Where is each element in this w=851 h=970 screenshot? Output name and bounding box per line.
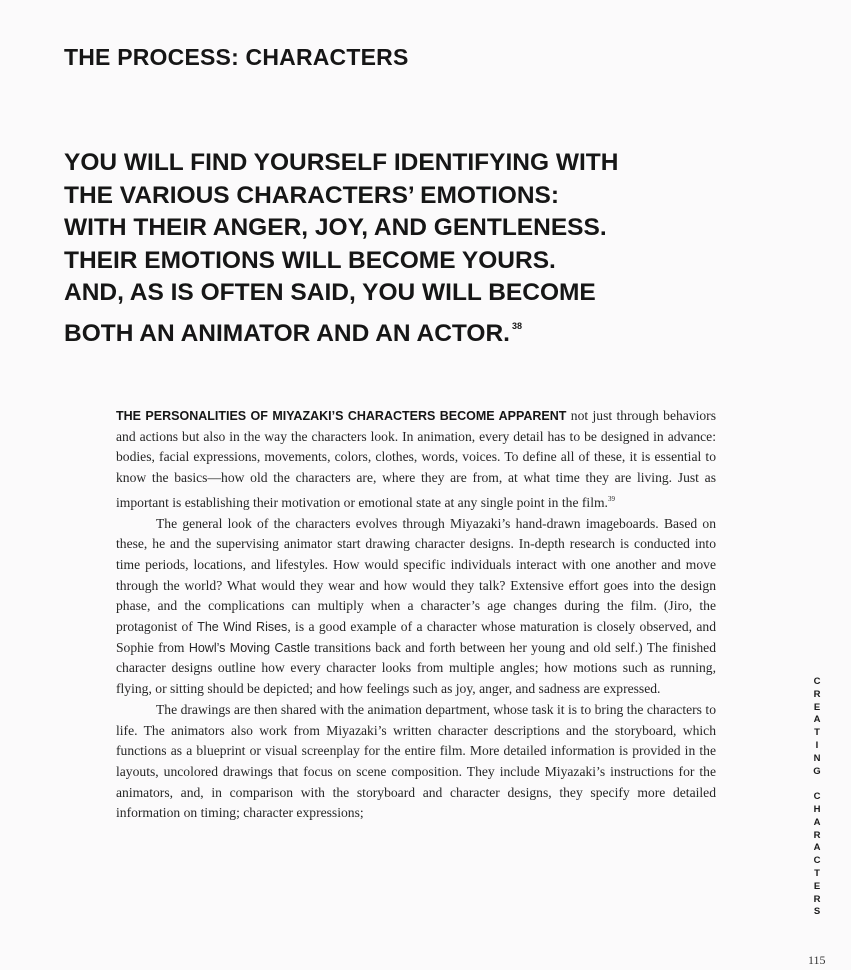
paragraph-1 bbox=[116, 406, 716, 514]
paragraph-text: transitions back and forth between her young and old self.) The finished character designs outline how every character looks from multiple angles; how motions such as running, flying, or sitting should be depicted; and how feelings such as joy, anger, and sadness are expressed. bbox=[116, 639, 716, 697]
side-tab-letter: G bbox=[813, 765, 821, 777]
side-tab-gap bbox=[811, 778, 823, 791]
side-tab-letter: E bbox=[813, 701, 821, 713]
side-tab-letter: A bbox=[813, 842, 821, 854]
pull-quote bbox=[64, 147, 684, 350]
paragraph-text: The general look of the characters evolves through Miyazaki’s hand-drawn imageboards. Based on these, he and the supervising animator start drawing character designs. In-depth research is conducted into time periods, locations, and lifestyles. How would specific individuals interact with one another and move through the world? What would they wear and how would they talk? Extensive effort goes into the design phase, and the complications can multiply when a character’s age changes during the film. (Jiro, the protagonist of bbox=[116, 515, 716, 635]
footnote-marker: 39 bbox=[607, 494, 615, 503]
side-tab-letter: E bbox=[813, 880, 821, 892]
paragraph-text: not just through behaviors and actions but also in the way the characters look. In animation, every detail has to be designed in advance: bodies, facial expressions, movements, colors, clothes, words, voices. To define all of these, it is essential to know the basics—how old the characters are, where they are from, at what time they are living. Just as important is establishing their motivation or emotional state at any single point in the film. bbox=[116, 408, 716, 510]
side-tab-letter: S bbox=[813, 906, 821, 918]
film-title: Howl’s Moving Castle bbox=[188, 640, 310, 655]
side-tab-letter: R bbox=[813, 688, 821, 700]
side-tab-letter: N bbox=[813, 752, 821, 764]
section-title: THE PROCESS: CHARACTERS bbox=[64, 44, 409, 70]
paragraph-text: The drawings are then shared with the animation department, whose task it is to bring the characters to life. The animators also work from Miyazaki’s written character descriptions and the storyboard, which functions as a blueprint or visual screenplay for the entire film. More detailed information is provided in the layouts, uncolored drawings that focus on scene composition. They include Miyazaki’s instructions for the animators, and, in comparison with the storyboard and character designs, they specify more detailed information on timing; character expressions; bbox=[116, 701, 716, 821]
side-tab-letter: I bbox=[815, 739, 819, 751]
pull-quote-line: BOTH AN ANIMATOR AND AN ACTOR. bbox=[64, 319, 510, 347]
body-text bbox=[116, 406, 716, 824]
side-tab-letter: C bbox=[813, 791, 821, 803]
side-tab-letter: H bbox=[813, 803, 821, 815]
pull-quote-line: WITH THEIR ANGER, JOY, AND GENTLENESS. bbox=[64, 214, 607, 241]
side-tab-letter: C bbox=[813, 676, 821, 687]
side-tab-letter: A bbox=[813, 714, 821, 726]
film-title: The Wind Rises bbox=[197, 620, 288, 635]
side-tab-letter: R bbox=[813, 893, 821, 905]
side-tab-letter: R bbox=[813, 829, 821, 841]
pull-quote-line: THEIR EMOTIONS WILL BECOME YOURS. bbox=[64, 246, 556, 274]
footnote-marker: 38 bbox=[511, 320, 522, 331]
pull-quote-last-line bbox=[64, 310, 684, 351]
lead-in: THE PERSONALITIES OF MIYAZAKI’S CHARACTERS BECOME APPARENT bbox=[116, 409, 567, 423]
side-tab-word bbox=[811, 791, 823, 919]
pull-quote-line: AND, AS IS OFTEN SAID, YOU WILL BECOME bbox=[64, 279, 596, 306]
pull-quote-line: YOU WILL FIND YOURSELF IDENTIFYING WITH bbox=[64, 149, 619, 176]
side-tab-letter: A bbox=[813, 816, 821, 828]
side-tab-word bbox=[811, 676, 823, 778]
paragraph-2 bbox=[116, 514, 716, 700]
side-tab-letter: C bbox=[813, 855, 821, 867]
side-tab-chapter-label bbox=[811, 676, 823, 919]
page-number: 115 bbox=[808, 953, 826, 967]
side-tab-letter: T bbox=[814, 867, 820, 879]
paragraph-3 bbox=[116, 700, 716, 824]
paragraph-text: , is a good example of a character whose maturation is closely observed, and Sophie from bbox=[116, 619, 716, 655]
side-tab-letter: T bbox=[814, 727, 820, 739]
pull-quote-line: THE VARIOUS CHARACTERS’ EMOTIONS: bbox=[64, 181, 560, 209]
